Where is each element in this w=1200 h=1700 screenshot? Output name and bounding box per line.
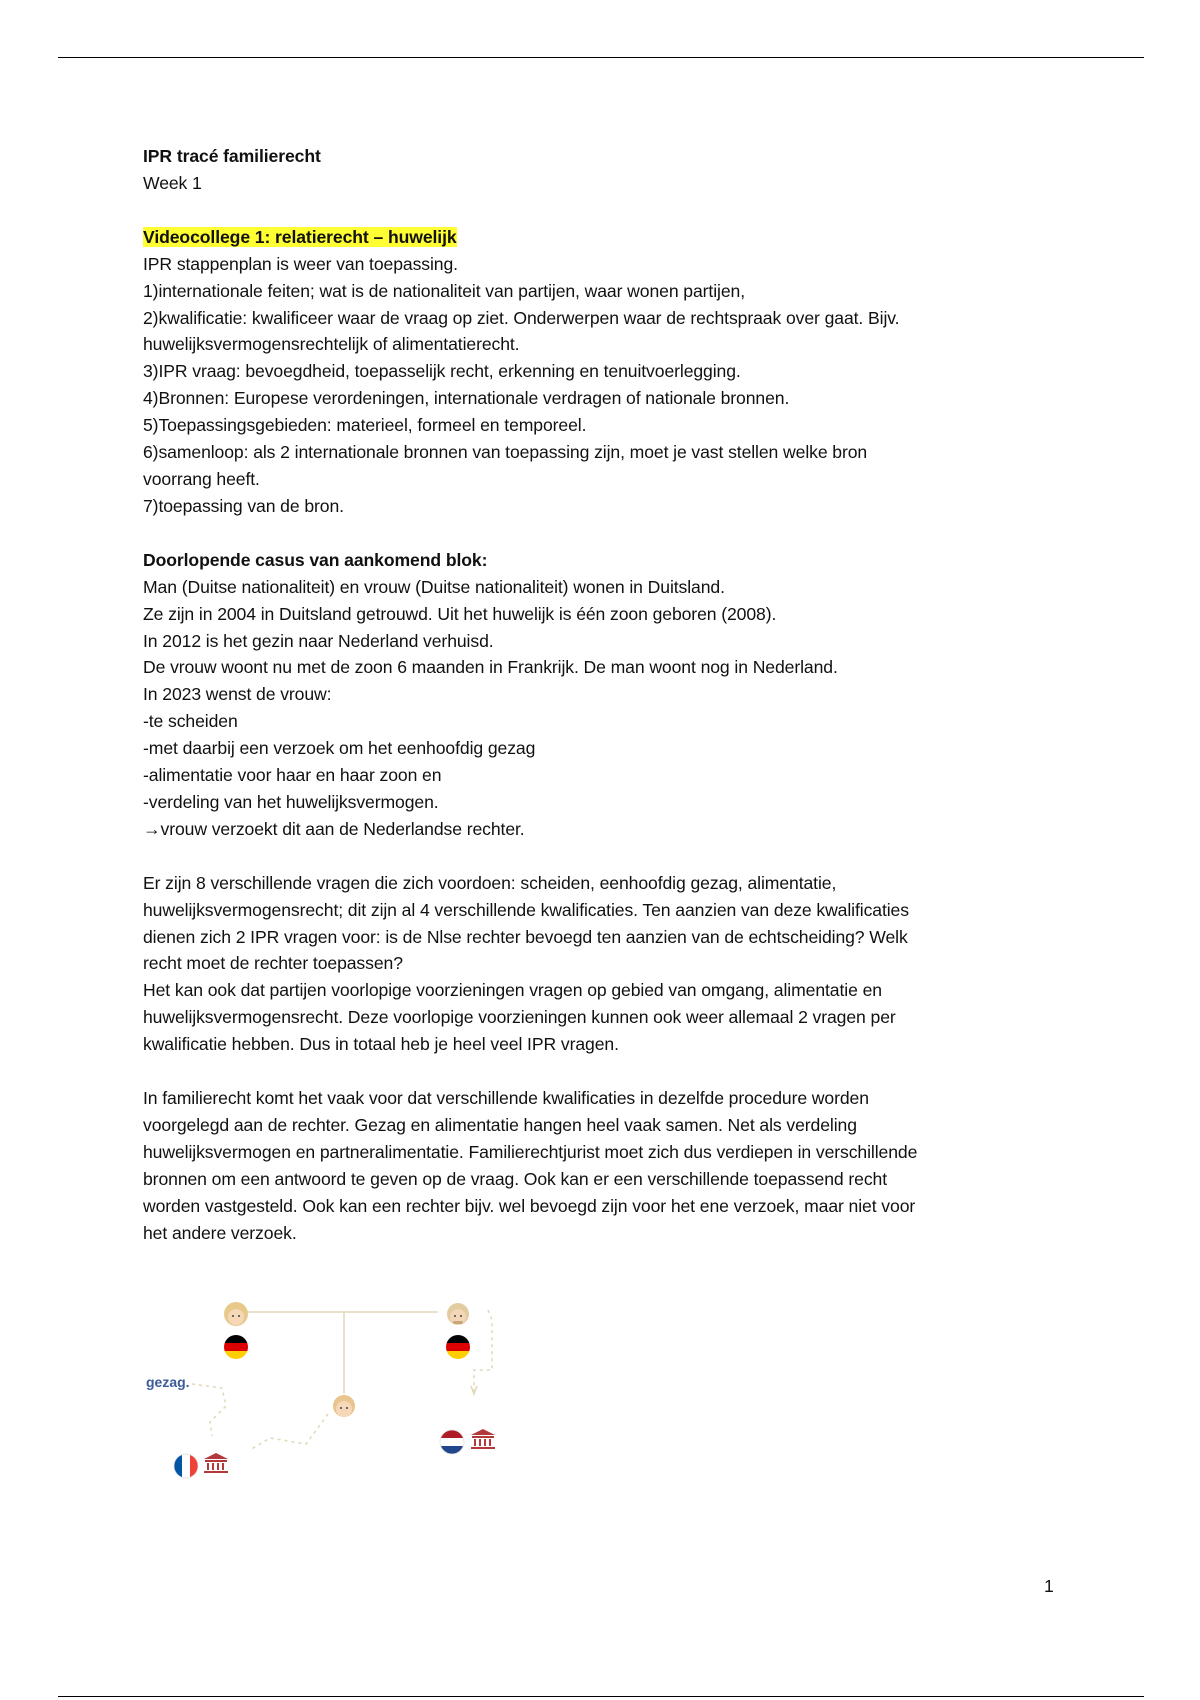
case-line: In 2023 wenst de vrouw:: [143, 684, 332, 705]
case-heading: Doorlopende casus van aankomend blok:: [143, 549, 488, 570]
paragraph-line: Er zijn 8 verschillende vragen die zich voordoen: scheiden, eenhoofdig gezag, alimentatie,: [143, 872, 837, 893]
paragraph-line: recht moet de rechter toepassen?: [143, 953, 403, 974]
netherlands-flag-icon: [440, 1430, 464, 1454]
woman-icon: [224, 1302, 248, 1326]
case-line: In 2012 is het gezin naar Nederland verhuisd.: [143, 630, 494, 651]
step-line: 2)kwalificatie: kwalificeer waar de vraag op ziet. Onderwerpen waar de rechtspraak over gaat. Bijv.: [143, 307, 900, 328]
arrow-right-icon: →: [143, 818, 161, 839]
family-diagram: [140, 1290, 520, 1490]
case-line: De vrouw woont nu met de zoon 6 maanden in Frankrijk. De man woont nog in Nederland.: [143, 657, 838, 678]
page-number: 1: [1044, 1576, 1054, 1596]
france-flag-icon: [174, 1454, 198, 1478]
case-line: -met daarbij een verzoek om het eenhoofdig gezag: [143, 738, 536, 759]
man-icon: [447, 1303, 469, 1325]
paragraph-line: worden vastgesteld. Ook kan een rechter bijv. wel bevoegd zijn voor het ene verzoek, maar niet voor: [143, 1195, 916, 1216]
week-label: Week 1: [143, 172, 202, 193]
step-line: 7)toepassing van de bron.: [143, 495, 344, 516]
gezag-label: gezag.: [146, 1374, 190, 1390]
spacer: [143, 520, 1083, 547]
case-line: Ze zijn in 2004 in Duitsland getrouwd. Uit het huwelijk is één zoon geboren (2008).: [143, 603, 777, 624]
case-line: -alimentatie voor haar en haar zoon en: [143, 765, 442, 786]
step-line: 1)internationale feiten; wat is de nationaliteit van partijen, waar wonen partijen,: [143, 280, 745, 301]
step-line: huwelijksvermogensrechtelijk of alimentatierecht.: [143, 334, 520, 355]
courthouse-icon: [204, 1453, 228, 1473]
paragraph-line: voorgelegd aan de rechter. Gezag en alimentatie hangen heel vaak samen. Net als verdeling: [143, 1115, 857, 1135]
paragraph-line: het andere verzoek.: [143, 1222, 297, 1243]
case-line: -te scheiden: [143, 711, 238, 732]
document-body: [143, 143, 1083, 1247]
courthouse-icon: [471, 1429, 495, 1449]
paragraph-line: huwelijksvermogensrecht; dit zijn al 4 verschillende kwalificaties. Ten aanzien van deze kwalificaties: [143, 899, 909, 920]
case-conclusion-line: [143, 816, 1083, 843]
germany-flag-icon: [224, 1335, 248, 1359]
germany-flag-icon: [446, 1335, 470, 1359]
diagram-connectors: [240, 1312, 438, 1394]
step-line: 3)IPR vraag: bevoegdheid, toepasselijk recht, erkenning en tenuitvoerlegging.: [143, 361, 741, 382]
case-line: Man (Duitse nationaliteit) en vrouw (Duitse nationaliteit) wonen in Duitsland.: [143, 576, 725, 597]
family-diagram-svg: [140, 1290, 520, 1490]
spacer: [143, 197, 1083, 224]
man-move-path: [474, 1310, 492, 1392]
step-line: 5)Toepassingsgebieden: materieel, formeel en temporeel.: [143, 415, 587, 436]
child-icon: [333, 1395, 355, 1417]
video-heading: Videocollege 1: relatierecht – huwelijk: [143, 226, 457, 247]
paragraph-line: bronnen om een antwoord te geven op de vraag. Ook kan er een verschillende toepassend recht: [143, 1168, 888, 1189]
child-move-path: [250, 1414, 328, 1450]
footer-rule: [58, 1696, 1144, 1697]
spacer: [143, 1058, 1083, 1085]
step-line: voorrang heeft.: [143, 468, 260, 489]
step-line: 4)Bronnen: Europese verordeningen, internationale verdragen of nationale bronnen.: [143, 388, 790, 409]
steps-intro: IPR stappenplan is weer van toepassing.: [143, 253, 458, 274]
woman-move-path: [192, 1384, 226, 1436]
header-rule: [58, 57, 1144, 58]
document-title: IPR tracé familierecht: [143, 146, 321, 166]
paragraph-line: Het kan ook dat partijen voorlopige voorzieningen vragen op gebied van omgang, alimentatie en: [143, 980, 882, 1001]
case-line: -verdeling van het huwelijksvermogen.: [143, 791, 439, 812]
paragraph-line: huwelijksvermogen en partneralimentatie. Familierechtjurist moet zich dus verdiepen in verschillende: [143, 1141, 918, 1162]
paragraph-line: In familierecht komt het vaak voor dat verschillende kwalificaties in dezelfde procedure worden: [143, 1088, 869, 1109]
paragraph-line: kwalificatie hebben. Dus in totaal heb je heel veel IPR vragen.: [143, 1034, 619, 1055]
case-conclusion: vrouw verzoekt dit aan de Nederlandse rechter.: [160, 818, 525, 839]
diagram-moves: [192, 1310, 492, 1450]
step-line: 6)samenloop: als 2 internationale bronnen van toepassing zijn, moet je vast stellen welke bron: [143, 442, 868, 463]
spacer: [143, 843, 1083, 870]
paragraph-line: huwelijksvermogensrecht. Deze voorlopige voorzieningen kunnen ook weer allemaal 2 vragen per: [143, 1007, 896, 1028]
paragraph-line: dienen zich 2 IPR vragen voor: is de Nlse rechter bevoegd ten aanzien van de echtscheiding? Welk: [143, 926, 908, 947]
